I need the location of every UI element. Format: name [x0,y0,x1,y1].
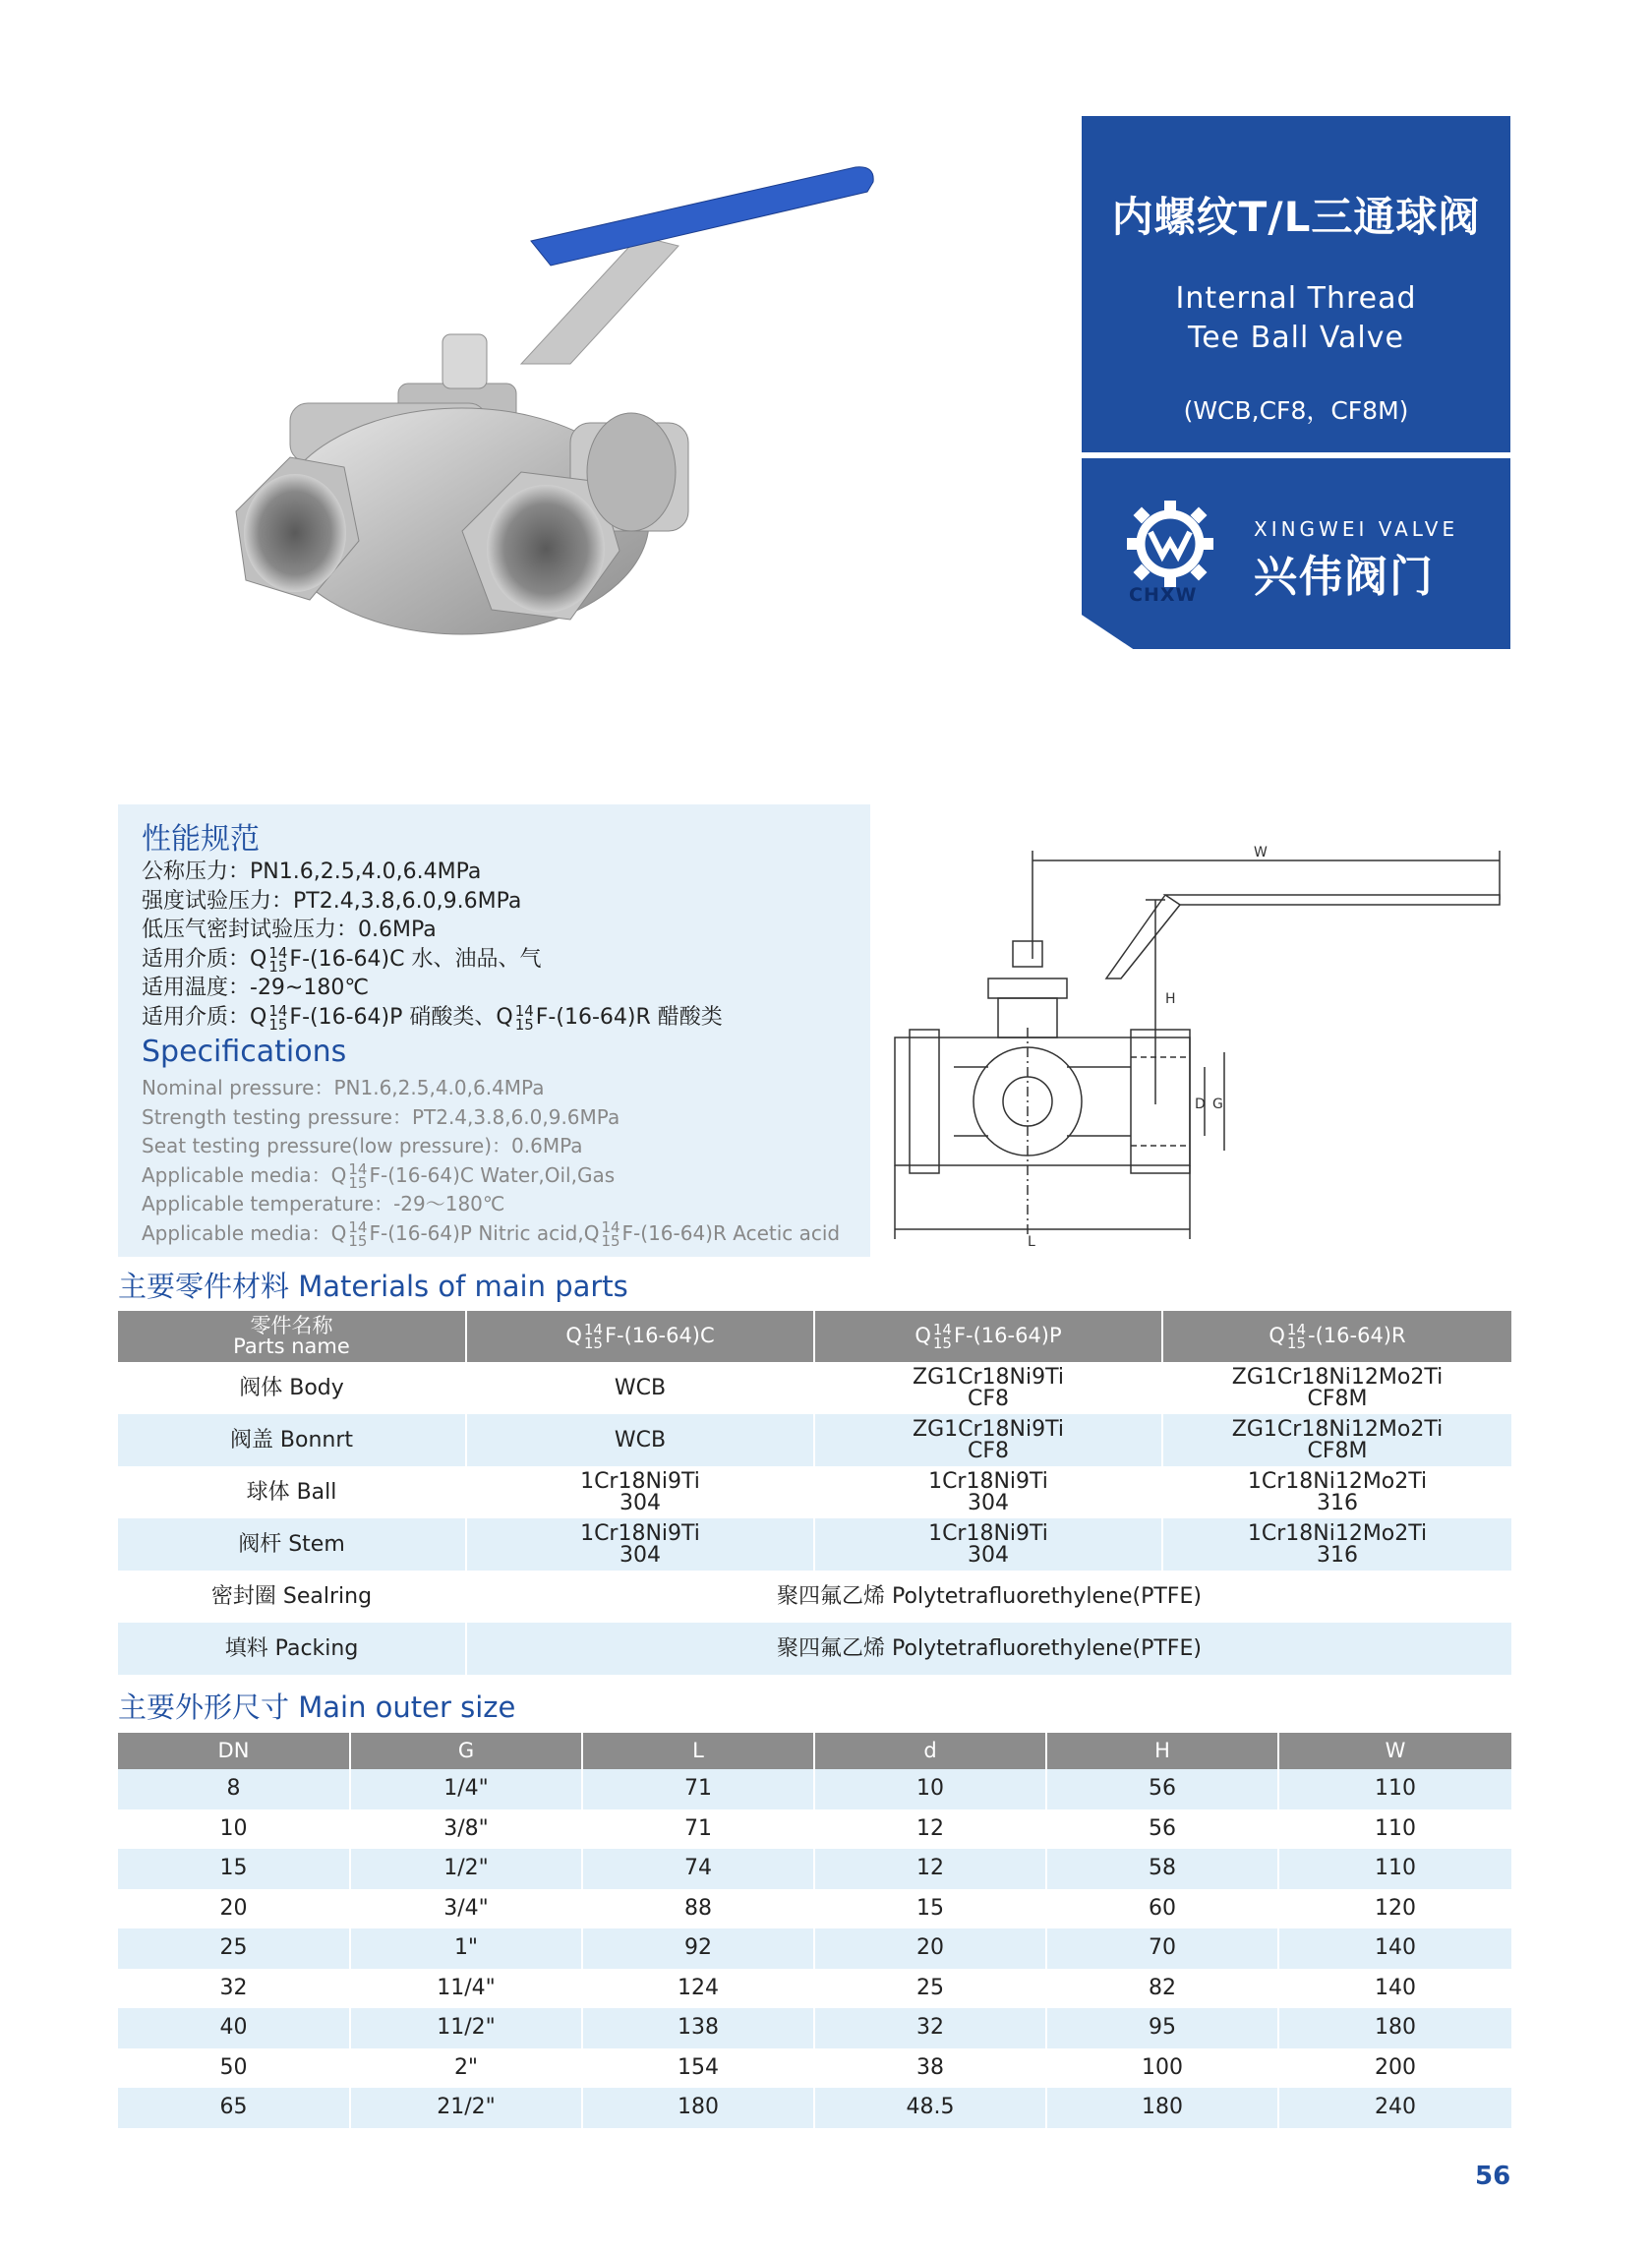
table-header-row [118,1311,1512,1362]
sizes-table [118,1733,1513,2128]
title-panel [1082,116,1510,649]
table-row: 20 3/4" 88 15 60 120 [118,1889,1512,1929]
table-row: 65 21/2" 180 48.5 180 240 [118,2088,1512,2128]
spec-cn-media2: 适用介质：Q 14 15 F-(16-64)P 硝酸类、Q 14 15 F-(16-64)R 醋酸类 [142,1001,723,1034]
spec-cn-temperature: 适用温度：-29~180℃ [142,976,370,1000]
col-header-parts: 零件名称 Parts name [118,1311,466,1362]
dim-label-d: D [1195,1097,1206,1112]
specifications-panel [118,804,870,1257]
brand-code: CHXW [1129,584,1198,606]
table-row: 阀杆 Stem 1Cr18Ni9Ti 304 1Cr18Ni9Ti 304 1Cr18Ni12Mo2Ti 316 [118,1518,1512,1571]
col-header-h: H [1046,1733,1278,1769]
table-header-row [118,1733,1512,1769]
material-grades: (WCB,CF8，CF8M) [1183,396,1409,425]
spec-en-temperature: Applicable temperature：-29～180℃ [142,1192,505,1215]
title-en-line2: Tee Ball Valve [1188,321,1404,355]
col-header-r: Q 14 15 -(16-64)R [1162,1311,1512,1362]
table-row: 32 11/4" 124 25 82 140 [118,1969,1512,2009]
spec-cn-seat: 低压气密封试验压力：0.6MPa [142,918,437,942]
spec-en-nominal: Nominal pressure：PN1.6,2.5,4.0,6.4MPa [142,1076,545,1099]
col-header-d: d [814,1733,1046,1769]
materials-title: 主要零件材料 Materials of main parts [118,1270,628,1303]
table-row: 阀体 Body WCB ZG1Cr18Ni9Ti CF8 ZG1Cr18Ni12Mo2Ti CF8M [118,1362,1512,1414]
spec-cn-media1: 适用介质：Q 14 15 F-(16-64)C 水、油品、气 [142,943,542,976]
table-row: 40 11/2" 138 32 95 180 [118,2008,1512,2048]
table-row: 50 2" 154 38 100 200 [118,2048,1512,2089]
table-row: 15 1/2" 74 12 58 110 [118,1849,1512,1889]
title-en-line1: Internal Thread [1175,281,1417,316]
title-cn: 内螺纹T/L三通球阀 [1111,193,1481,241]
specs-cn-title: 性能规范 [142,822,260,857]
dim-label-l: L [1028,1234,1035,1249]
product-photo [197,148,905,698]
specs-en-title: Specifications [142,1035,347,1069]
spec-cn-strength: 强度试验压力：PT2.4,3.8,6.0,9.6MPa [142,888,522,914]
col-header-c: Q 14 15 F-(16-64)C [466,1311,814,1362]
sizes-title: 主要外形尺寸 Main outer size [118,1690,516,1724]
table-row: 10 3/8" 71 12 56 110 [118,1809,1512,1850]
table-row: 8 1/4" 71 10 56 110 [118,1769,1512,1809]
valve-handle [521,167,873,364]
spec-en-seat: Seat testing pressure(low pressure)：0.6MPa [142,1134,583,1157]
table-row: 填料 Packing 聚四氟乙烯 Polytetrafluorethylene(PTFE) [118,1623,1512,1675]
dim-label-h: H [1165,991,1176,1007]
table-row: 25 1" 92 20 70 140 [118,1928,1512,1969]
spec-en-strength: Strength testing pressure：PT2.4,3.8,6.0,9.6MPa [142,1104,620,1129]
col-header-w: W [1278,1733,1512,1769]
materials-table [118,1311,1513,1675]
page-number: 56 [1475,2162,1511,2191]
col-header-g: G [350,1733,582,1769]
dimension-drawing [880,841,1519,1249]
brand-name-cn: 兴伟阀门 [1254,552,1435,602]
table-row: 球体 Ball 1Cr18Ni9Ti 304 1Cr18Ni9Ti 304 1Cr18Ni12Mo2Ti 316 [118,1466,1512,1518]
brand-name-en: XINGWEI VALVE [1254,517,1459,541]
spec-cn-nominal: 公称压力：PN1.6,2.5,4.0,6.4MPa [142,860,482,884]
table-row: 阀盖 Bonnrt WCB ZG1Cr18Ni9Ti CF8 ZG1Cr18Ni12Mo2Ti CF8M [118,1414,1512,1466]
dim-label-g: G [1212,1097,1223,1112]
spec-en-media1: Applicable media：Q 14 15 F-(16-64)C Water,Oil,Gas [142,1160,616,1192]
col-header-dn: DN [118,1733,350,1769]
col-header-p: Q 14 15 F-(16-64)P [814,1311,1162,1362]
col-header-l: L [582,1733,814,1769]
table-row: 密封圈 Sealring 聚四氟乙烯 Polytetrafluorethylene(PTFE) [118,1571,1512,1623]
gear-logo-icon [1121,495,1219,593]
dim-label-w: W [1254,845,1268,860]
spec-en-media2: Applicable media：Q 14 15 F-(16-64)P Nitric acid,Q 14 15 F-(16-64)R Acetic acid [142,1218,841,1250]
